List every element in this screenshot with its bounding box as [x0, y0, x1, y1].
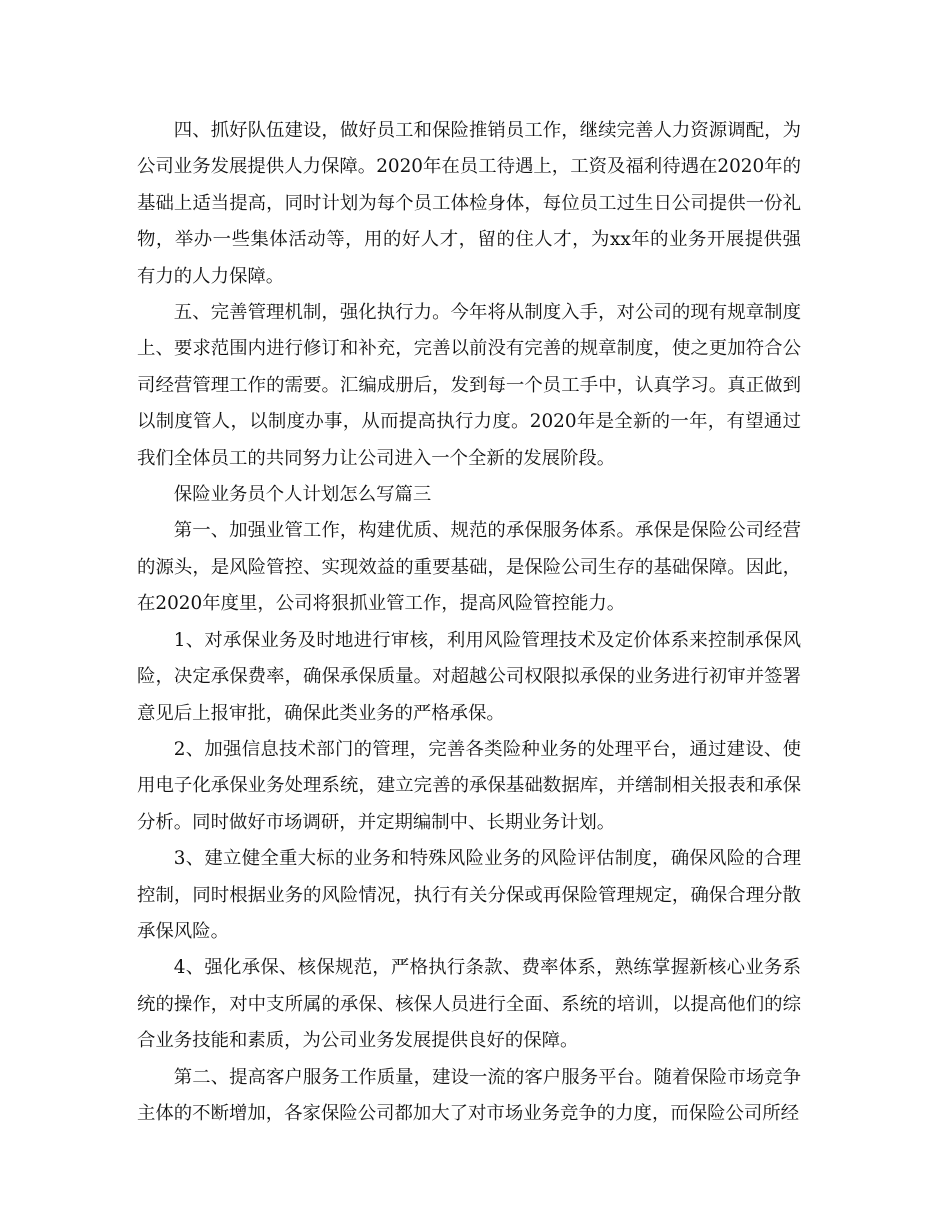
paragraph-item-4: 4、强化承保、核保规范，严格执行条款、费率体系，熟练掌握新核心业务系统的操作，对中支所属的承保、核保人员进行全面、系统的培训，以提高他们的综合业务技能和素质，为公司业务发展提供良好的保障。	[137, 957, 801, 1052]
paragraph-underwriting-system: 第一、加强业管工作，构建优质、规范的承保服务体系。承保是保险公司经营的源头，是风险管控、实现效益的重要基础，是保险公司生存的基础保障。因此，在2020年度里，公司将狠抓业管工作，提高风险管控能力。	[137, 520, 801, 615]
section-heading: 保险业务员个人计划怎么写篇三	[173, 484, 432, 506]
paragraph-management-mechanism: 五、完善管理机制，强化执行力。今年将从制度入手，对公司的现有规章制度上、要求范围内进行修订和补充，完善以前没有完善的规章制度，使之更加符合公司经营管理工作的需要。汇编成册后，发到每一个员工手中，认真学习。真正做到以制度管人，以制度办事，从而提高执行力度。2020年是全新的一年，有望通过我们全体员工的共同努力让公司进入一个全新的发展阶段。	[137, 302, 801, 469]
paragraph-item-2: 2、加强信息技术部门的管理，完善各类险种业务的处理平台，通过建设、使用电子化承保业务处理系统，建立完善的承保基础数据库，并缮制相关报表和承保分析。同时做好市场调研，并定期编制中、长期业务计划。	[137, 738, 801, 833]
paragraph-item-3: 3、建立健全重大标的业务和特殊风险业务的风险评估制度，确保风险的合理控制，同时根据业务的风险情况，执行有关分保或再保险管理规定，确保合理分散承保风险。	[137, 848, 801, 942]
paragraph-customer-service: 第二、提高客户服务工作质量，建设一流的客户服务平台。随着保险市场竞争主体的不断增加，各家保险公司都加大了对市场业务竞争的力度，而保险公司所经	[137, 1066, 801, 1124]
paragraph-item-1: 1、对承保业务及时地进行审核，利用风险管理技术及定价体系来控制承保风险，决定承保费率，确保承保质量。对超越公司权限拟承保的业务进行初审并签署意见后上报审批，确保此类业务的严格承保。	[137, 629, 801, 724]
document-body	[137, 113, 801, 1132]
paragraph-team-building: 四、抓好队伍建设，做好员工和保险推销员工作，继续完善人力资源调配，为公司业务发展提供人力保障。2020年在员工待遇上，工资及福利待遇在2020年的基础上适当提高，同时计划为每个员工体检身体，每位员工过生日公司提供一份礼物，举办一些集体活动等，用的好人才，留的住人才，为xx年的业务开展提供强有力的人力保障。	[137, 120, 801, 287]
